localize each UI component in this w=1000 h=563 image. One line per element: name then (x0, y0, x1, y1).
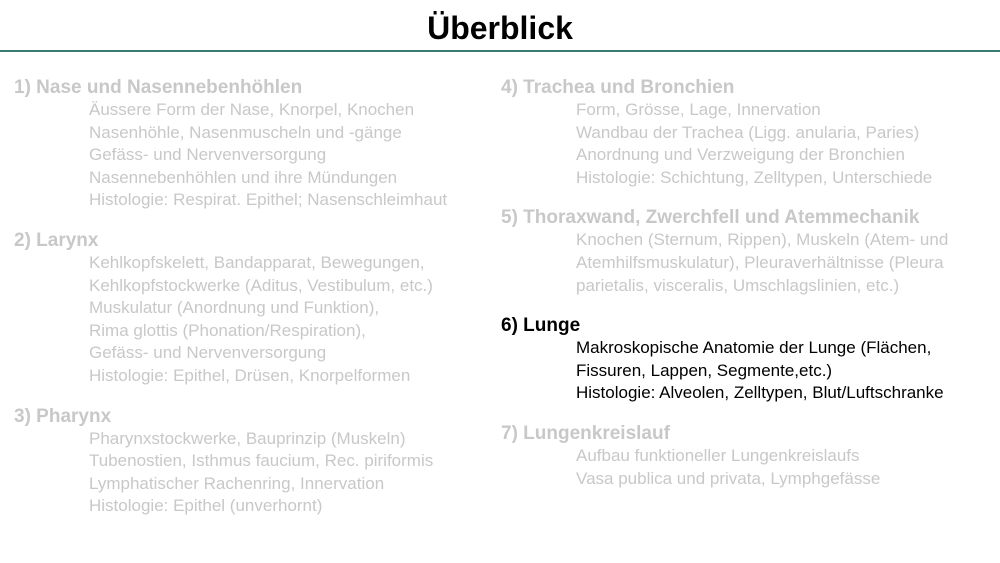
list-item: Aufbau funktioneller Lungenkreislaufs (576, 445, 860, 465)
list-item: Nasennebenhöhlen und ihre Mündungen (89, 167, 398, 187)
list-item: Äussere Form der Nase, Knorpel, Knochen (89, 100, 415, 119)
list-item: Anordnung und Verzweigung der Bronchien (576, 145, 905, 165)
section-heading: 2) Larynx (14, 229, 99, 251)
right-column (501, 77, 996, 508)
list-item: Lymphatischer Rachenring, Innervation (89, 473, 385, 493)
list-item: Histologie: Epithel (unverhornt) (89, 496, 323, 516)
section-heading: 7) Lungenkreislauf (501, 422, 670, 444)
section-heading: 1) Nase und Nasennebenhöhlen (14, 77, 303, 98)
left-column (14, 77, 494, 536)
section-thoraxwand (501, 207, 996, 297)
section-lungenkreislauf (501, 423, 996, 490)
section-heading: 5) Thoraxwand, Zwerchfell und Atemmechanik (501, 207, 920, 229)
list-item: Histologie: Schichtung, Zelltypen, Unterschiede (576, 167, 933, 187)
section-larynx (14, 230, 494, 388)
section-lunge-active (501, 315, 996, 405)
section-pharynx (14, 406, 494, 518)
list-item: Rima glottis (Phonation/Respiration), (89, 320, 366, 340)
section-heading: 3) Pharynx (14, 405, 112, 427)
list-item: Histologie: Alveolen, Zelltypen, Blut/Luftschranke (576, 383, 944, 403)
list-item: Wandbau der Trachea (Ligg. anularia, Paries) (576, 122, 920, 142)
list-item: Histologie: Epithel, Drüsen, Knorpelformen (89, 365, 411, 385)
list-item: parietalis, visceralis, Umschlagslinien, etc.) (576, 275, 900, 295)
list-item: Pharynxstockwerke, Bauprinzip (Muskeln) (89, 428, 406, 448)
list-item: Tubenostien, Isthmus faucium, Rec. piriformis (89, 451, 434, 471)
title-divider (0, 50, 1000, 52)
section-nase (14, 77, 494, 212)
section-heading: 6) Lunge (501, 315, 581, 337)
list-item: Atemhilfsmuskulatur), Pleuraverhältnisse (Pleura (576, 252, 944, 272)
list-item: Kehlkopfskelett, Bandapparat, Bewegungen, (89, 252, 425, 272)
list-item: Fissuren, Lappen, Segmente,etc.) (576, 360, 833, 380)
list-item: Gefäss- und Nervenversorgung (89, 343, 327, 363)
page-title: Überblick (427, 10, 573, 46)
list-item: Knochen (Sternum, Rippen), Muskeln (Atem- und (576, 230, 949, 250)
section-heading: 4) Trachea und Bronchien (501, 77, 735, 98)
list-item: Muskulatur (Anordnung und Funktion), (89, 298, 380, 318)
list-item: Histologie: Respirat. Epithel; Nasenschleimhaut (89, 190, 448, 210)
list-item: Gefäss- und Nervenversorgung (89, 145, 327, 165)
list-item: Nasenhöhle, Nasenmuscheln und -gänge (89, 122, 402, 142)
list-item: Makroskopische Anatomie der Lunge (Flächen, (576, 338, 932, 358)
list-item: Form, Grösse, Lage, Innervation (576, 100, 821, 119)
section-trachea (501, 77, 996, 189)
list-item: Vasa publica und privata, Lymphgefässe (576, 468, 881, 488)
list-item: Kehlkopfstockwerke (Aditus, Vestibulum, etc.) (89, 275, 433, 295)
